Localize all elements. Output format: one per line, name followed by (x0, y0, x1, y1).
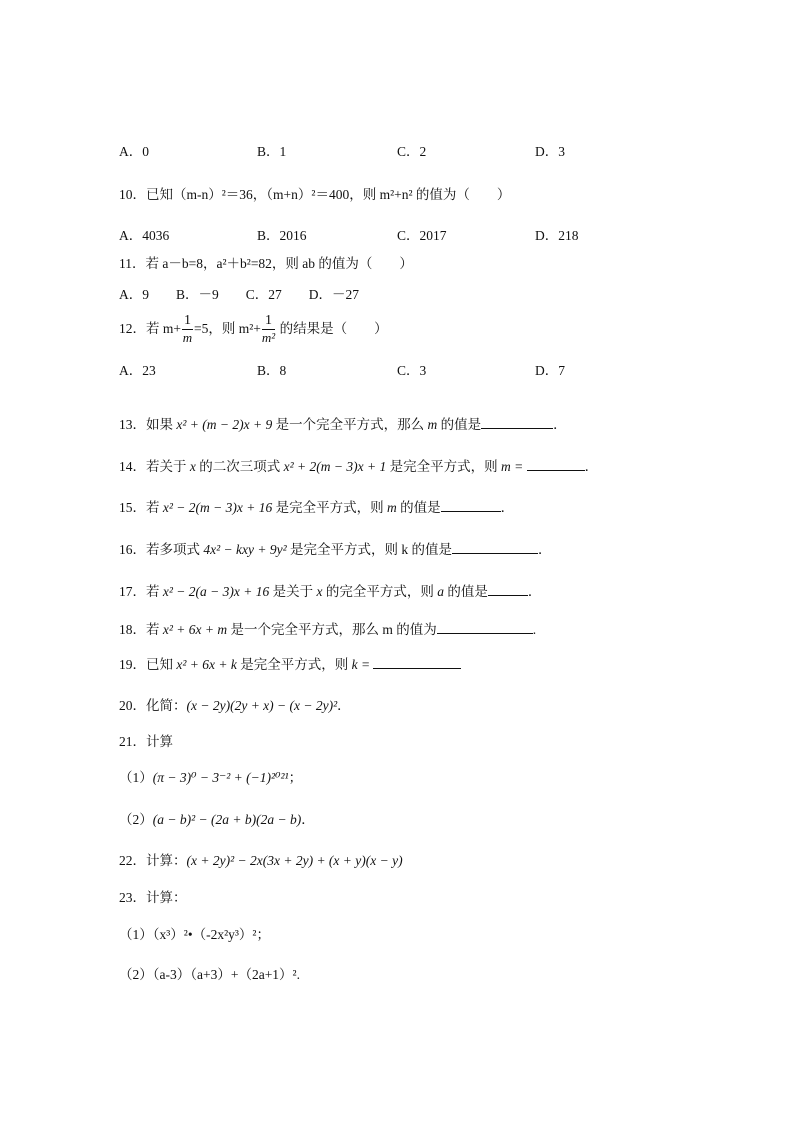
q16-answer-blank[interactable] (452, 539, 538, 554)
q15-text-pre: 15．若 (119, 500, 163, 515)
q9-option-d: D．3 (535, 144, 565, 159)
q12-option-a: A．23 (119, 363, 156, 378)
q22-expression: (x + 2y)² − 2x(3x + 2y) + (x + y)(x − y) (186, 853, 403, 868)
q12-fraction-2 (262, 313, 275, 346)
q18-answer-blank[interactable] (437, 619, 533, 634)
q13-variable: m (427, 417, 438, 432)
q19-text-mid: 是完全平方式，则 (236, 657, 352, 672)
q20-end: ． (337, 698, 351, 713)
q10-option-b: B．2016 (257, 228, 307, 243)
q12-stem (119, 312, 388, 346)
q18-expression: x² + 6x + m (162, 622, 228, 637)
q12-frac2-num: 1 (262, 313, 275, 330)
q13-end: ． (553, 417, 567, 432)
q13-text-pre: 13．如果 (119, 417, 177, 432)
q21-part-1 (119, 769, 302, 787)
q20-expression: (x − 2y)(2y + x) − (x − 2y)² (186, 698, 338, 713)
q10-option-a: A．4036 (119, 228, 170, 243)
q14-lhs: m = (500, 459, 524, 474)
q21-part-2-label: （2） (119, 812, 153, 827)
q15-variable: m (386, 500, 397, 515)
q12-frac1-den: m (182, 330, 193, 346)
q16-stem (119, 539, 552, 559)
q13-text-mid: 是一个完全平方式，那么 (272, 417, 428, 432)
q13-answer-blank[interactable] (481, 414, 553, 429)
q18-stem (119, 619, 536, 639)
q12-option-b: B．8 (257, 363, 287, 378)
q10-option-d: D．218 (535, 228, 579, 243)
q17-text-mid: 是关于 (269, 584, 317, 599)
q9-option-b: B．1 (257, 144, 287, 159)
q23-part-1: （1）（x³）²•（-2x²y³）²； (119, 927, 270, 942)
q19-lhs: k = (351, 657, 371, 672)
q14-variable: x (189, 459, 196, 474)
q14-text-mid: 的二次三项式 (195, 459, 284, 474)
q14-text-mid2: 是完全平方式，则 (386, 459, 501, 474)
q15-stem (119, 497, 514, 517)
q12-option-d: D．7 (535, 363, 565, 378)
q17-text-post: 的值是 (443, 584, 488, 599)
q21-part-1-expression: (π − 3)⁰ − 3⁻² + (−1)²⁰²¹ (152, 770, 289, 785)
q20-text-pre: 20．化简： (119, 698, 187, 713)
q9-option-a: A．0 (119, 144, 149, 159)
q17-text-mid2: 的完全平方式，则 (322, 584, 438, 599)
q15-text-post: 的值是 (396, 500, 441, 515)
q17-expression: x² − 2(a − 3)x + 16 (162, 584, 270, 599)
q16-text-pre: 16．若多项式 (119, 542, 204, 557)
q13-text-post: 的值是 (437, 417, 482, 432)
q22-text-pre: 22．计算： (119, 853, 187, 868)
q14-expression: x² + 2(m − 3)x + 1 (283, 459, 387, 474)
q18-text-pre: 18．若 (119, 622, 163, 637)
q12-text-pre: 12．若 m+ (119, 321, 181, 336)
q21-part-2-expression: (a − b)² − (2a + b)(2a − b) (152, 812, 302, 827)
q13-stem (119, 414, 567, 434)
q21-part-2 (119, 811, 315, 829)
q10-option-c: C．2017 (397, 228, 447, 243)
q9-option-c: C．2 (397, 144, 427, 159)
q21-part-2-end: ． (301, 812, 315, 827)
q17-variable-2: a (437, 584, 444, 599)
q12-frac2-den: m² (261, 330, 276, 346)
q11-stem: 11．若 a－b=8，a²＋b²=82，则 ab 的值为（ ） (119, 256, 413, 271)
q19-expression: x² + 6x + k (176, 657, 237, 672)
q22-stem (119, 852, 403, 870)
q21-part-1-label: （1） (119, 770, 153, 785)
q17-end: ． (527, 584, 542, 599)
q12-text-post: 的结果是（ ） (276, 321, 388, 336)
q15-expression: x² − 2(m − 3)x + 16 (162, 500, 273, 515)
q23-stem: 23．计算： (119, 890, 187, 905)
q17-stem (119, 581, 541, 601)
q15-end: ． (500, 500, 515, 515)
q12-option-c: C．3 (397, 363, 427, 378)
q15-answer-blank[interactable] (441, 497, 501, 512)
q19-text-pre: 19．已知 (119, 657, 177, 672)
q14-answer-blank[interactable] (527, 456, 585, 471)
q11-options: A．9 B．－9 C．27 D．－27 (119, 287, 360, 302)
q16-expression: 4x² − kxy + 9y² (203, 542, 287, 557)
q21-part-1-end: ； (288, 770, 303, 785)
q16-end: ． (538, 542, 552, 557)
q14-text-pre: 14．若关于 (119, 459, 190, 474)
q12-fraction-1 (182, 313, 193, 346)
q19-answer-blank[interactable] (373, 654, 461, 669)
q18-text-post: 是一个完全平方式，那么 m 的值为 (227, 622, 437, 637)
q14-stem (119, 456, 598, 476)
q12-text-mid: =5，则 m²+ (194, 321, 261, 336)
q14-end: ． (584, 459, 599, 474)
q17-text-pre: 17．若 (119, 584, 163, 599)
q17-variable: x (316, 584, 323, 599)
q23-part-2: （2）（a-3）（a+3）+（2a+1）². (119, 967, 300, 982)
q21-stem: 21．计算 (119, 734, 173, 749)
q19-stem (119, 654, 461, 674)
q20-stem (119, 697, 351, 715)
q18-end: . (532, 622, 537, 637)
q17-answer-blank[interactable] (488, 581, 528, 596)
q13-expression: x² + (m − 2)x + 9 (176, 417, 273, 432)
q10-stem: 10．已知（m-n）²＝36，（m+n）²＝400，则 m²+n² 的值为（ ） (119, 187, 511, 202)
q12-frac1-num: 1 (184, 313, 191, 329)
q15-text-mid: 是完全平方式，则 (272, 500, 387, 515)
q16-text-post: 是完全平方式，则 k 的值是 (286, 542, 453, 557)
